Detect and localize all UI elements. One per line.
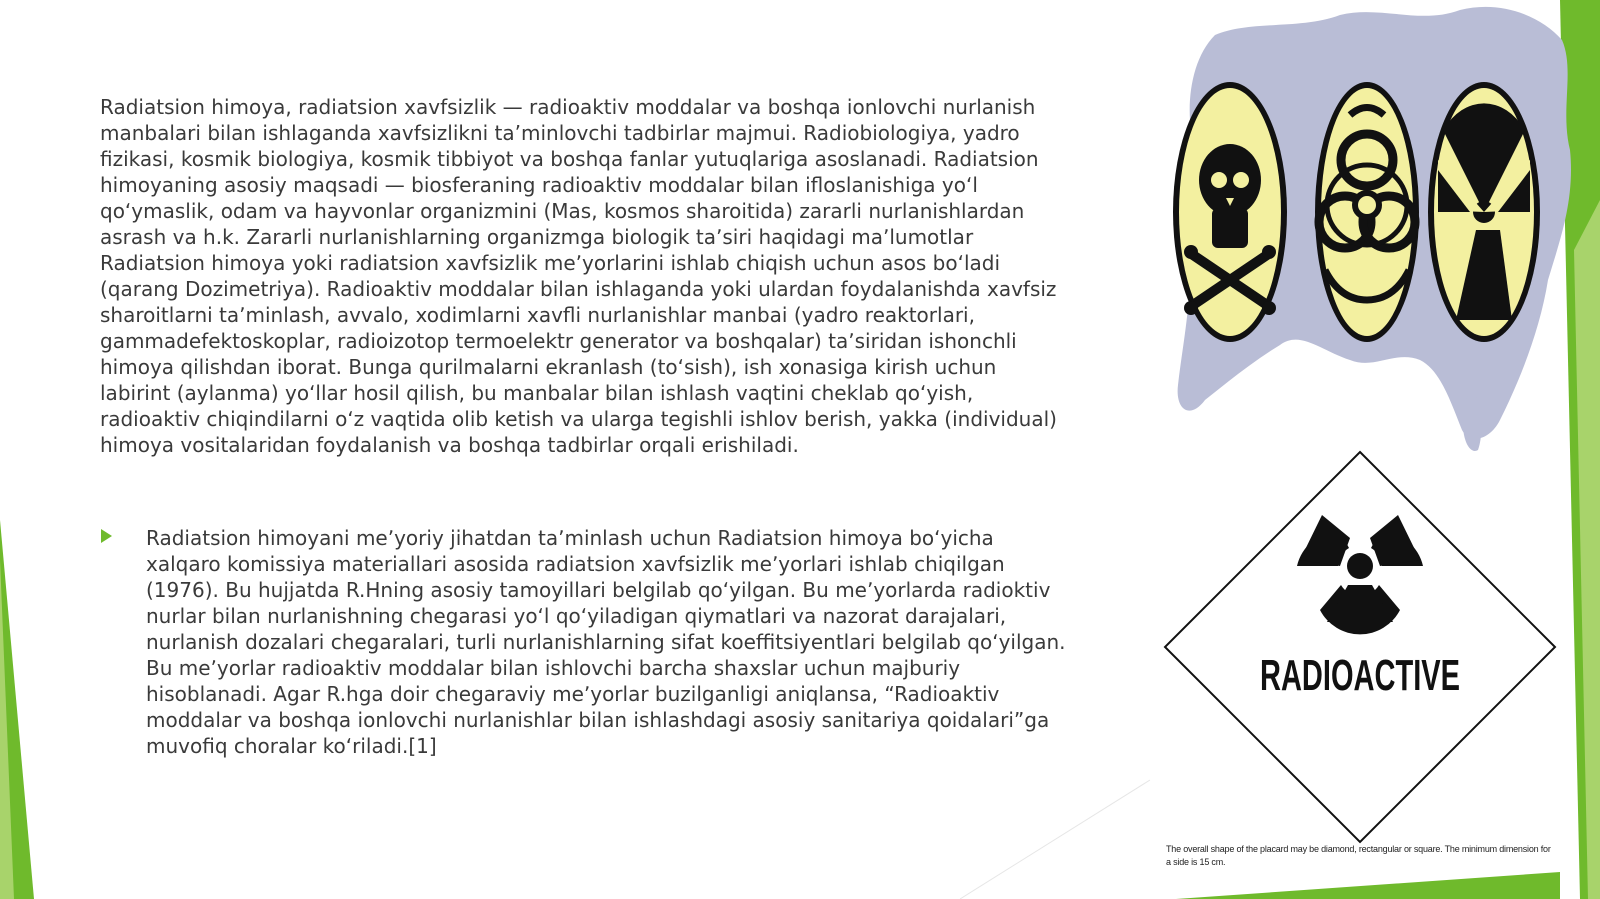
bullet-item xyxy=(100,525,1070,759)
bullet-arrow-icon xyxy=(101,529,112,543)
placard-caption: The overall shape of the placard may be diamond, rectangular or square. The minimum dimension for a side is 15 cm. xyxy=(1166,844,1551,867)
bullet-text: Radiatsion himoyani meʼyoriy jihatdan taʼminlash uchun Radiatsion himoya boʻyicha xalqaro komissiya materiallari asosida radiatsion xavfsizlik meʼyorlari ishlab chiqilgan (1976). Bu hujjatda R.Hning asosiy tamoyillari belgilab qoʻyilgan. Bu meʼyorlarda radioktiv nurlar bilan nurlanishning chegarasi yoʻl qoʻyiladigan qiymatlari va nazorat darajalari, nurlanish dozalari chegaralari, turli nurlanishlarning sifat koeffitsiyentlari belgilab qoʻyilgan. Bu meʼyorlar radioaktiv moddalar bilan ishlovchi barcha shaxslar uchun majburiy hisoblanadi. Agar R.hga doir chegaraviy meʼyorlar buzilganligi aniqlansa, “Radioaktiv moddalar va boshqa ionlovchi nurlanishlar bilan ishlashdagi asosiy sanitariya qoidalari”ga muvofiq choralar koʻriladi.[1] xyxy=(146,526,1066,758)
body-paragraph: Radiatsion himoya, radiatsion xavfsizlik — radioaktiv moddalar va boshqa ionlovchi nurlanish manbalari bilan ishlaganda xavfsizlikni ta’minlovchi tadbirlar majmui. Radiobiologiya, yadro fizikasi, kosmik biologiya, kosmik tibbiyot va boshqa fanlar yutuqlariga asoslanadi. Radiatsion himoyaning asosiy maqsadi — biosferaning radioaktiv moddalar bilan ifloslanishiga yoʻl qoʻymaslik, odam va hayvonlar organizmini (Mas, kosmos sharoitida) zararli nurlanishlardan asrash va h.k. Zararli nurlanishlarning organizmga biologik taʼsiri haqidagi maʼlumotlar Radiatsion himoya yoki radiatsion xavfsizlik meʼyorlarini ishlab chiqish uchun asos boʻladi (qarang Dozimetriya). Radioaktiv moddalar bilan ishlaganda yoki ulardan foydalanishda xavfsiz sharoitlarni taʼminlash, avvalo, xodimlarni xavfli nurlanishlar manbai (yadro reaktorlari, gammadefektoskoplar, radioizotop termoelektr generator va boshqalar) taʼsiridan ishonchli himoya qilishdan iborat. Bunga qurilmalarni ekranlash (toʻsish), ish xonasiga kirish uchun labirint (aylanma) yoʻllar hosil qilish, bu manbalar bilan ishlash vaqtini cheklab qoʻyish, radioaktiv chiqindilarni oʻz vaqtida olib ketish va ularga tegishli ishlov berish, yakka (individual) himoya vositalaridan foydalanish va boshqa tadbirlar orqali erishiladi. xyxy=(100,95,1057,457)
placard-diamond xyxy=(1165,452,1555,842)
placard-label: RADIOACTIVE xyxy=(1260,651,1460,700)
